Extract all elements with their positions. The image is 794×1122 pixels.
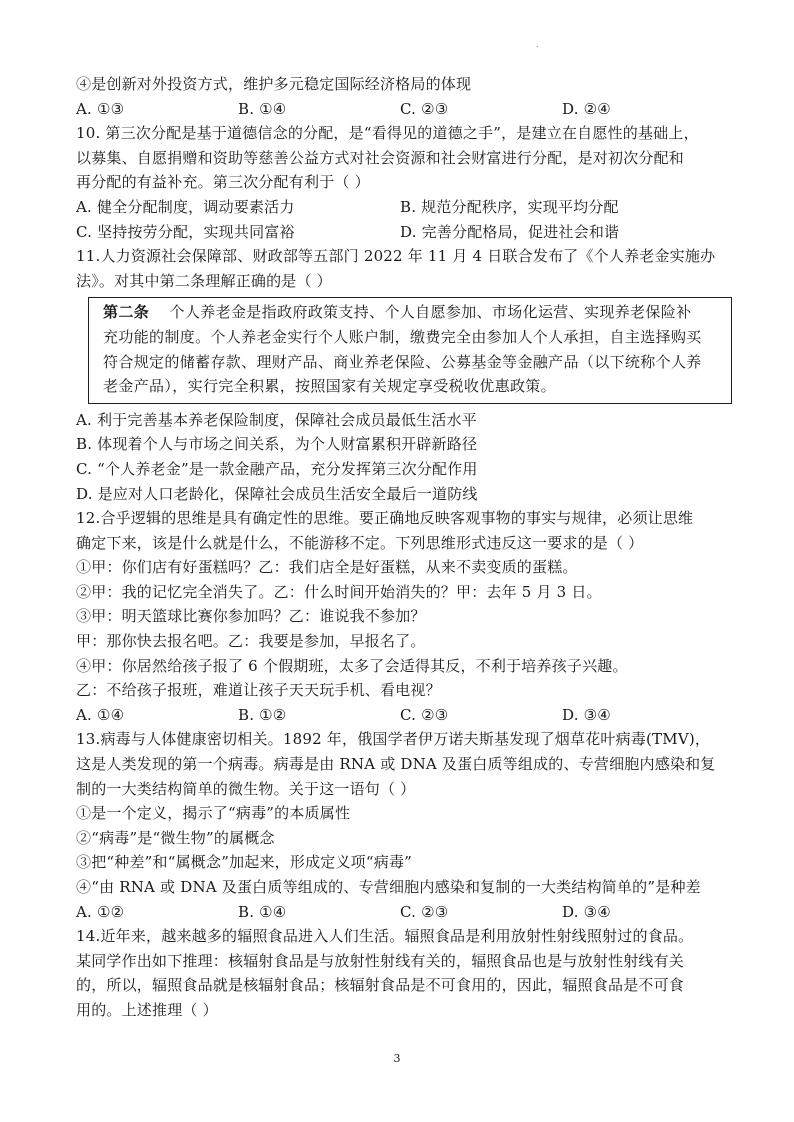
q9-option-b: B. ①④ [238, 99, 287, 118]
q12-item: ②甲：我的记忆完全消失了。乙：什么时间开始消失的？甲：去年 5 月 3 日。 [76, 582, 602, 601]
q14-stem-line: 某同学作出如下推理：核辐射食品是与放射性射线有关的，辐照食品也是与放射性射线有关 [76, 951, 685, 970]
q12-stem-line: 12.合乎逻辑的思维是具有确定性的思维。要正确地反映客观事物的事实与规律，必须让思维 [76, 509, 694, 528]
q9-options [76, 97, 736, 122]
q10-stem-line: 再分配的有益补充。第三次分配有利于（ ） [76, 173, 370, 192]
q11-box-line: 老金产品），实行完全积累，按照国家有关规定享受税收优惠政策。 [103, 377, 557, 396]
q13-stem-line: 制的一大类结构简单的微生物。关于这一语句（ ） [76, 779, 416, 798]
q12-option-d: D. ③④ [562, 705, 611, 724]
q10-option-a: A. 健全分配制度，调动要素活力 [76, 197, 295, 216]
q13-options [76, 900, 736, 925]
q13-option-b: B. ①④ [238, 902, 287, 921]
q11-stem-line: 11.人力资源社会保障部、财政部等五部门 2022 年 11 月 4 日联合发布了《个人养老金实施办 [76, 247, 716, 266]
q11-box-line: 充功能的制度。个人养老金实行个人账户制，缴费完全由参加人个人承担，自主选择购买 [103, 327, 702, 346]
q13-item: ③把“种差”和“属概念”加起来，形成定义项“病毒” [76, 853, 413, 872]
q13-item: ②“病毒”是“微生物”的属概念 [76, 828, 275, 847]
q13-option-d: D. ③④ [562, 902, 611, 921]
q9-option-d: D. ②④ [562, 99, 611, 118]
q11-option-d: D. 是应对人口老龄化，保障社会成员生活安全最后一道防线 [76, 484, 478, 503]
q13-option-a: A. ①② [76, 902, 125, 921]
q10-options-row [76, 195, 736, 220]
q10-option-d: D. 完善分配格局，促进社会和谐 [400, 222, 620, 241]
q12-item: ①甲：你们店有好蛋糕吗？乙：我们店全是好蛋糕，从来不卖变质的蛋糕。 [76, 558, 578, 577]
q12-option-a: A. ①④ [76, 705, 125, 724]
q9-statement-4: ④是创新对外投资方式，维护多元稳定国际经济格局的体现 [76, 75, 472, 93]
q11-stem-line: 法》。对其中第二条理解正确的是（ ） [76, 271, 332, 290]
q12-stem-line: 确定下来，该是什么就是什么，不能游移不定。下列思维形式违反这一要求的是（ ） [76, 533, 644, 552]
q11-box-line [103, 300, 721, 325]
q11-box-line: 符合规定的储蓄存款、理财产品、商业养老保险、公募基金等金融产品（以下统称个人养 [103, 352, 702, 371]
q12-item: 乙：不给孩子报班，难道让孩子天天玩手机、看电视？ [76, 681, 441, 700]
q9-option-c: C. ②③ [400, 99, 449, 118]
q14-stem-line: 用的。上述推理（ ） [76, 1000, 218, 1019]
q11-option-a: A. 利于完善基本养老保险制度，保障社会成员最低生活水平 [76, 410, 477, 429]
q11-box-text: 个人养老金是指政府政策支持、个人自愿参加、市场化运营、实现养老保险补 [169, 303, 692, 322]
q10-option-b: B. 规范分配秩序，实现平均分配 [400, 197, 619, 216]
q13-option-c: C. ②③ [400, 902, 449, 921]
q14-stem-line: 的，所以，辐照食品就是核辐射食品；核辐射食品是不可食用的，因此，辐照食品是不可食 [76, 976, 685, 995]
q13-stem-line: 13.病毒与人体健康密切相关。1892 年，俄国学者伊万诺夫斯基发现了烟草花叶病毒(TMV)， [76, 730, 711, 749]
q9-option-a: A. ①③ [76, 99, 125, 118]
q12-item: ④甲：你居然给孩子报了 6 个假期班，太多了会适得其反，不利于培养孩子兴趣。 [76, 656, 628, 675]
top-mark: . [536, 40, 539, 49]
q12-item: 甲：那你快去报名吧。乙：我要是参加，早报名了。 [76, 632, 426, 651]
q11-option-b: B. 体现着个人与市场之间关系，为个人财富累积开辟新路径 [76, 435, 478, 454]
q10-option-c: C. 坚持按劳分配，实现共同富裕 [76, 222, 295, 241]
q11-article-box [88, 297, 732, 403]
q13-item: ④“由 RNA 或 DNA 及蛋白质等组成的、专营细胞内感染和复制的一大类结构简单的”是种差 [76, 878, 701, 896]
q11-box-heading: 第二条 [103, 303, 150, 322]
q10-stem-line: 以募集、自愿捐赠和资助等慈善公益方式对社会资源和社会财富进行分配，是对初次分配和 [76, 148, 685, 167]
page-number: 3 [393, 1052, 401, 1065]
q14-stem-line: 14.近年来，越来越多的辐照食品进入人们生活。辐照食品是利用放射性射线照射过的食品。 [76, 927, 694, 946]
q12-option-c: C. ②③ [400, 705, 449, 724]
q10-options-row [76, 220, 736, 245]
q10-stem-line: 10. 第三次分配是基于道德信念的分配，是“看得见的道德之手”，是建立在自愿性的基础上， [76, 124, 699, 143]
q12-option-b: B. ①② [238, 705, 287, 724]
q11-option-c: C. “个人养老金”是一款金融产品，充分发挥第三次分配作用 [76, 459, 478, 478]
q12-item: ③甲：明天篮球比赛你参加吗？乙：谁说我不参加？ [76, 607, 426, 626]
q13-item: ①是一个定义，揭示了“病毒”的本质属性 [76, 804, 351, 823]
question-content [76, 72, 736, 1023]
q13-stem-line: 这是人类发现的第一个病毒。病毒是由 RNA 或 DNA 及蛋白质等组成的、专营细胞内感染和复 [76, 755, 716, 774]
q12-options [76, 703, 736, 728]
